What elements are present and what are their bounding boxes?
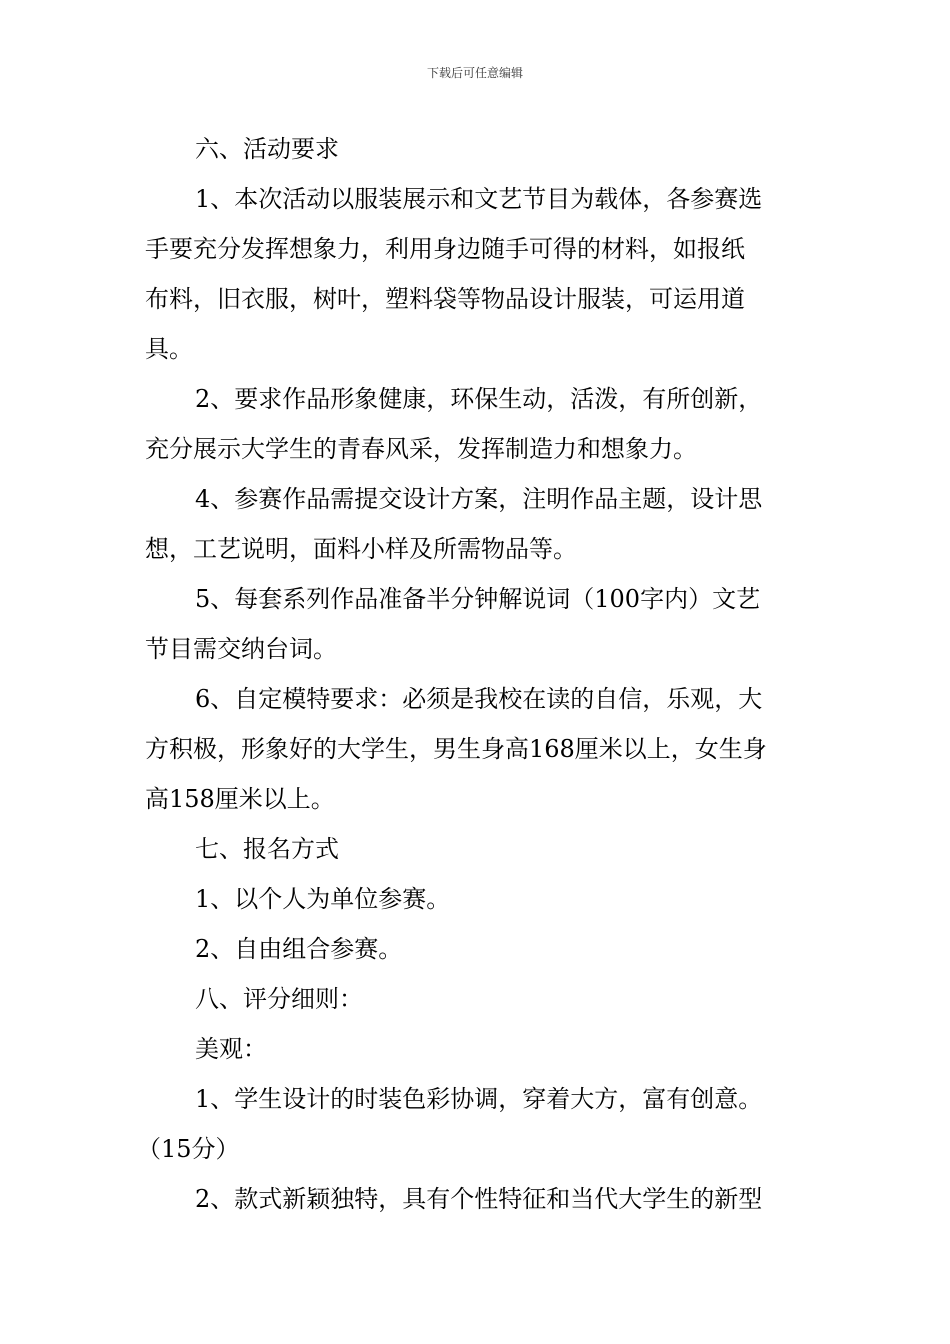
body-line: 6、自定模特要求：必须是我校在读的自信，乐观，大 bbox=[195, 685, 763, 713]
body-line: 布料，旧衣服，树叶，塑料袋等物品设计服装，可运用道 bbox=[145, 285, 745, 313]
section-heading-registration: 七、报名方式 bbox=[195, 835, 339, 863]
body-line: 2、款式新颖独特，具有个性特征和当代大学生的新型 bbox=[195, 1185, 763, 1213]
section-heading-scoring: 八、评分细则： bbox=[195, 985, 363, 1013]
page-header: 下载后可任意编辑 bbox=[426, 66, 523, 80]
body-line: 2、要求作品形象健康，环保生动，活泼，有所创新， bbox=[195, 385, 763, 413]
body-line: 节目需交纳台词。 bbox=[145, 635, 337, 663]
body-line: 高158厘米以上。 bbox=[145, 785, 335, 813]
body-line: 5、每套系列作品准备半分钟解说词（100字内）文艺 bbox=[195, 585, 761, 613]
body-line: 2、自由组合参赛。 bbox=[195, 935, 403, 963]
document-body bbox=[137, 124, 809, 1224]
subheading-aesthetics: 美观： bbox=[195, 1035, 267, 1063]
body-line: （15分） bbox=[137, 1135, 240, 1163]
body-line: 1、以个人为单位参赛。 bbox=[195, 885, 451, 913]
section-heading-requirements: 六、活动要求 bbox=[195, 135, 339, 163]
body-line: 1、本次活动以服装展示和文艺节目为载体，各参赛选 bbox=[195, 185, 763, 213]
body-line: 充分展示大学生的青春风采，发挥制造力和想象力。 bbox=[145, 435, 697, 463]
body-line: 4、参赛作品需提交设计方案，注明作品主题，设计思 bbox=[195, 485, 763, 513]
body-line: 具。 bbox=[145, 335, 193, 363]
body-line: 方积极，形象好的大学生，男生身高168厘米以上，女生身 bbox=[145, 735, 767, 763]
body-line: 1、学生设计的时装色彩协调，穿着大方，富有创意。 bbox=[195, 1085, 763, 1113]
body-line: 想，工艺说明，面料小样及所需物品等。 bbox=[145, 535, 577, 563]
body-line: 手要充分发挥想象力，利用身边随手可得的材料，如报纸 bbox=[145, 235, 745, 263]
